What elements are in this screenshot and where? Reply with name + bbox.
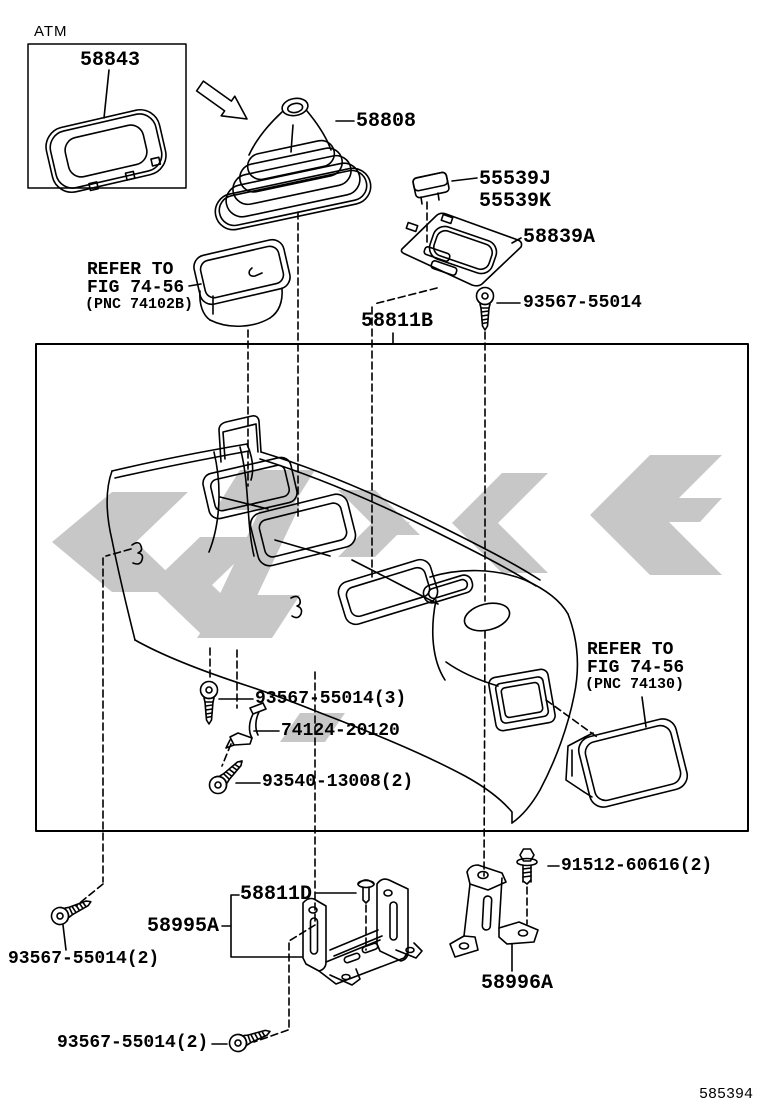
refer-note-front-line2: FIG 74-56 xyxy=(87,278,185,298)
part-label-screw-d: 58811D xyxy=(240,883,313,906)
screw-left-x2-drawing xyxy=(49,894,95,950)
refer-note-rear-line3: (PNC 74130) xyxy=(585,676,685,693)
part-label-bolt-pair: 91512-60616(2) xyxy=(561,856,713,876)
rear-panel-drawing xyxy=(401,213,521,285)
part-label-screw-triple: 93567-55014(3) xyxy=(255,689,407,709)
refer-note-front-line3: (PNC 74102B) xyxy=(85,296,194,313)
part-label-screw-pair-bottom: 93567-55014(2) xyxy=(57,1033,209,1053)
rear-ashtray-drawing xyxy=(566,697,690,810)
screw-93540-drawing xyxy=(206,755,260,797)
refer-note-front-line1: REFER TO xyxy=(87,260,174,280)
part-label-screw-pair-left: 93567-55014(2) xyxy=(8,949,160,969)
bolt-91512-drawing xyxy=(517,849,559,884)
part-label-bracket-front: 58995A xyxy=(147,915,220,938)
hook-drawing xyxy=(226,703,279,748)
part-label-bracket-rear: 58996A xyxy=(481,972,554,995)
bezel-drawing xyxy=(42,70,170,198)
refer-note-rear-line2: FIG 74-56 xyxy=(587,658,685,678)
part-label-clip-k: 55539K xyxy=(479,190,552,213)
part-label-screw-single: 93567-55014 xyxy=(523,293,642,313)
bracket-rear-drawing xyxy=(450,865,538,971)
refer-note-rear-line1: REFER TO xyxy=(587,640,674,660)
part-label-rear-panel: 58839A xyxy=(523,226,596,249)
part-label-bezel: 58843 xyxy=(80,49,141,72)
screw-top-drawing xyxy=(477,288,521,331)
part-label-screw-pair-mid: 93540-13008(2) xyxy=(262,772,414,792)
part-label-clip-j: 55539J xyxy=(479,168,552,191)
part-label-hook: 74124-20120 xyxy=(281,721,400,741)
screw-x3-drawing xyxy=(201,682,254,725)
inset-tag-label: ATM xyxy=(34,23,68,40)
part-label-boot: 58808 xyxy=(356,110,417,133)
clip-drawing xyxy=(412,172,477,204)
sheet-code: 585394 xyxy=(699,1086,754,1103)
part-label-console: 58811B xyxy=(361,310,434,333)
direction-arrow-icon xyxy=(197,81,247,119)
front-ashtray-drawing xyxy=(189,237,292,326)
screw-58811d-drawing xyxy=(316,880,374,903)
